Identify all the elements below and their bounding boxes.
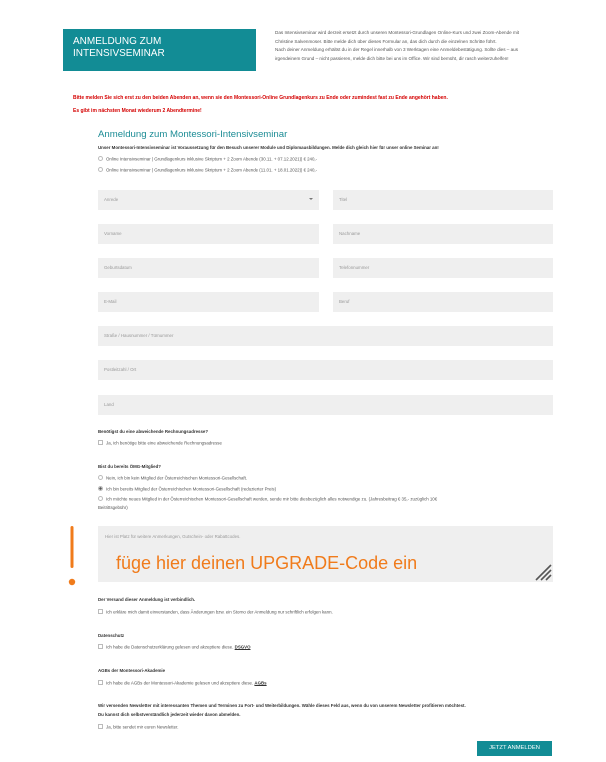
page-title-line1: ANMELDUNG ZUM xyxy=(73,36,162,47)
binding-question: Der Versand dieser Anmeldung ist verbindlich. xyxy=(98,597,196,602)
strasse-placeholder: Straße / Hausnummer / Türnummer xyxy=(104,333,174,338)
upgrade-code-hint: füge hier deinen UPGRADE-Code ein xyxy=(116,553,418,573)
intro-line: Christine Salvenmoser. Bitte melde dich über dieses Formular an, das dich durch die einzelnen Schritte führt. xyxy=(275,38,497,44)
membership-option-label: Ich möchte neues Mitglied in der Österreichischen Montessori-Gesellschaft werden, sende mir bitte diesbezüglich alles notwendige zu. (Jahresbeitrag € 35,- zuzüglich 10€ xyxy=(106,496,438,502)
titel-placeholder: Titel xyxy=(339,197,348,202)
billing-option-label: Ja, ich benötige bitte eine abweichende Rechnungsadresse xyxy=(106,440,222,446)
intro-line: Das Intensivseminar wird derzeit ersetzt durch unseren Montessori-Grundlagen Online-Kurs und zwei Zoom-Abende mit xyxy=(275,30,520,35)
page-title-line2: INTENSIVSEMINAR xyxy=(73,48,165,59)
terms-option[interactable] xyxy=(98,680,267,685)
billing-question: Benötigst du eine abweichende Rechnungsadresse? xyxy=(98,429,209,434)
membership-option-label: Ich bin bereits Mitglied der Österreichischen Montessori-Gesellschaft (reduzierter Preis) xyxy=(106,486,277,492)
privacy-option-label: Ich habe die Datenschutzerklärung gelesen und akzeptiere diese. xyxy=(106,644,234,650)
vorname-placeholder: Vorname xyxy=(104,231,122,236)
membership-option-new[interactable] xyxy=(98,496,437,501)
radio-icon[interactable] xyxy=(98,496,103,501)
beruf-placeholder: Beruf xyxy=(339,299,350,304)
telefon-placeholder: Telefonnummer xyxy=(339,265,370,270)
newsletter-option-label: Ja, bitte sendet mir euren Newsletter. xyxy=(106,724,179,730)
agbs-link[interactable]: AGBs xyxy=(254,680,267,686)
chevron-down-icon xyxy=(309,198,313,200)
newsletter-option[interactable] xyxy=(98,724,178,729)
telefon-field[interactable] xyxy=(333,258,553,278)
billing-option[interactable] xyxy=(98,440,222,445)
radio-icon[interactable] xyxy=(98,156,103,161)
beruf-field[interactable] xyxy=(333,292,553,312)
anrede-placeholder: Anrede xyxy=(104,197,119,202)
dsgvo-link[interactable]: DSGVO xyxy=(234,644,251,650)
plz-ort-field[interactable] xyxy=(98,360,553,380)
membership-option-yes[interactable] xyxy=(98,486,276,491)
privacy-option[interactable] xyxy=(98,644,251,649)
radio-checked-icon[interactable] xyxy=(98,486,103,491)
terms-option-label: Ich habe die AGBs der Montessori-Akademie gelesen und akzeptiere diese. xyxy=(106,680,254,686)
email-field[interactable] xyxy=(98,292,319,312)
submit-button[interactable]: JETZT ANMELDEN xyxy=(477,741,552,756)
nachname-field[interactable] xyxy=(333,224,553,244)
titel-field[interactable] xyxy=(333,190,553,210)
membership-option-new-cont: Beitrittsgebühr) xyxy=(98,505,128,510)
membership-option-label: Nein, ich bin kein Mitglied der Österreichischen Montessori-Gesellschaft. xyxy=(106,475,248,481)
membership-option-no[interactable] xyxy=(98,475,247,480)
remarks-placeholder: Hier ist Platz für weitere Anmerkungen, Gutschein- oder Rabattcodes. xyxy=(105,534,241,539)
geburtsdatum-placeholder: Geburtsdatum xyxy=(104,265,132,270)
terms-question: AGBs der Montessori-Akademie xyxy=(98,668,166,673)
radio-icon[interactable] xyxy=(98,167,103,172)
checkbox-icon[interactable] xyxy=(98,644,103,649)
radio-icon[interactable] xyxy=(98,475,103,480)
newsletter-question-cont: Du kannst dich selbstverständlich jederzeit wieder davon abmelden. xyxy=(98,712,241,717)
form-title: Anmeldung zum Montessori-Intensivseminar xyxy=(98,129,288,140)
next-month-notice: Es gibt im nächsten Monat wiederum 2 Abendtermine! xyxy=(73,108,202,114)
land-field[interactable] xyxy=(98,395,553,415)
intro-line: Nach deiner Anmeldung erhältst du in der Regel innerhalb von 3 Werktagen eine Anmeldebestätigung. Sollte dies – aus xyxy=(275,47,519,53)
intro-paragraph xyxy=(275,29,550,63)
anrede-select[interactable] xyxy=(98,190,319,210)
attendance-notice: Bitte melden Sie sich erst zu den beiden Abenden an, wenn sie den Montessori-Online Grundlagenkurs zu Ende oder zumindest fast zu Ende angehört haben. xyxy=(73,95,448,101)
land-placeholder: Land xyxy=(104,402,114,407)
checkbox-icon[interactable] xyxy=(98,680,103,685)
nachname-placeholder: Nachname xyxy=(339,231,361,236)
plz-ort-placeholder: Postleitzahl / Ort xyxy=(104,367,137,372)
seminar-option-label: Online Intensivseminar | Grundlagenkurs inklusive Skriptum + 2 Zoom Abende (11.01. + 18.01.2022)| € 240,- xyxy=(106,167,318,173)
binding-option-label: Ich erkläre mich damit einverstanden, dass Änderungen bzw. ein Storno der Anmeldung nur schriftlich erfolgen kann. xyxy=(106,609,333,615)
newsletter-question: Wir versenden Newsletter mit interessanten Themen und Terminen zu Fort- und Weiterbildungen. Wähle dieses Feld aus, wenn du von unserem Newsletter profitieren möchtest. xyxy=(98,703,466,708)
strasse-field[interactable] xyxy=(98,326,553,346)
membership-question: Bist du bereits ÖMG-Mitglied? xyxy=(98,464,161,469)
geburtsdatum-field[interactable] xyxy=(98,258,319,278)
resize-handle-icon[interactable] xyxy=(534,563,552,581)
checkbox-icon[interactable] xyxy=(98,724,103,729)
binding-option[interactable] xyxy=(98,609,333,614)
page-title-banner xyxy=(63,29,256,71)
seminar-option-2[interactable] xyxy=(98,167,317,172)
checkbox-icon[interactable] xyxy=(98,609,103,614)
form-intro: Unser Montessori-Intensivseminar ist Voraussetzung für den Besuch unserer Module und Diplomausbildungen. Melde dich gleich hier für unser online Seminar an! xyxy=(98,145,439,150)
email-placeholder: E-Mail xyxy=(104,299,117,304)
privacy-question: Datenschutz xyxy=(98,633,125,638)
vorname-field[interactable] xyxy=(98,224,319,244)
seminar-option-label: Online Intensivseminar | Grundlagenkurs inklusive Skriptum + 2 Zoom Abende (30.11. + 07.12.2021)| € 240,- xyxy=(106,156,318,162)
intro-line: irgendeinem Grund – nicht passieren, melde dich bitte bei uns im Office. Wir sind bemüht, dir rasch weiterzuhelfen! xyxy=(275,55,509,61)
exclamation-icon xyxy=(68,526,76,588)
seminar-option-1[interactable] xyxy=(98,156,317,161)
checkbox-icon[interactable] xyxy=(98,440,103,445)
